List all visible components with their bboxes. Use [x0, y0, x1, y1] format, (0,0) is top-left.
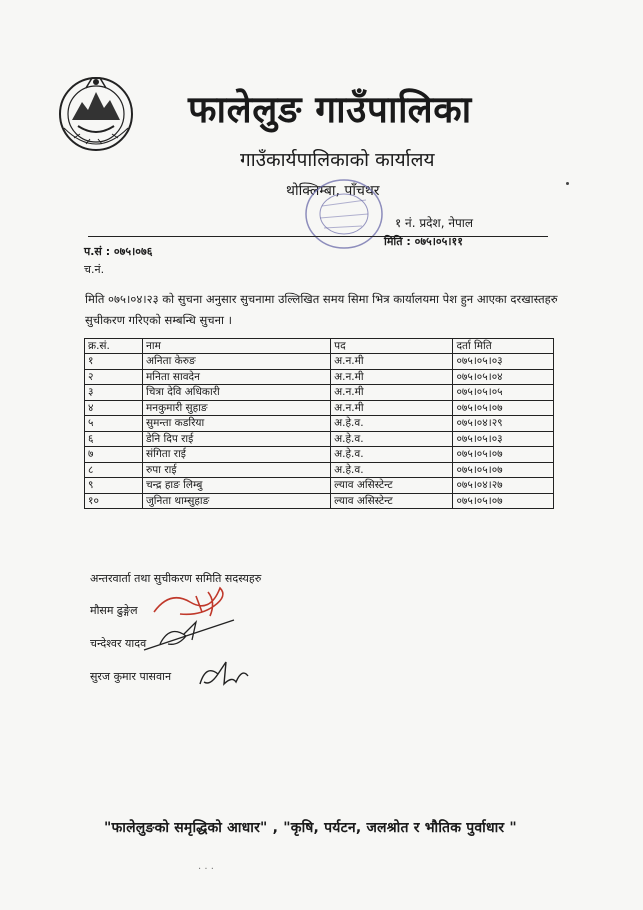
reference-number: प.सं : ०७५।०७६ [84, 245, 153, 258]
cell-date: ०७५।०५।०७ [453, 447, 554, 463]
cell-post: अ.न.मी [331, 385, 453, 401]
cell-serial: ६ [85, 431, 143, 447]
footer-slogan: "फालेलुङको समृद्धिको आधार" , "कृषि, पर्यटन, जलश्रोत र भौतिक पुर्वाधार " [104, 820, 517, 836]
notice-intro: मिति ०७५।०४।२३ को सुचना अनुसार सुचनामा उल्लिखित समय सिमा भित्र कार्यालयमा पेश हुन आएका दरखास्तहरु सुचीकरण गरिएको सम्बन्धि सुचना । [85, 292, 558, 327]
committee-member: चन्देश्वर यादव [90, 637, 147, 650]
cell-post: ल्याव असिस्टेन्ट [331, 493, 453, 509]
signature-2 [140, 610, 240, 654]
cell-name: डेनि दिप राई [143, 431, 331, 447]
committee-heading: अन्तरवार्ता तथा सुचीकरण समिति सदस्यहरु [90, 572, 262, 585]
cell-serial: २ [85, 369, 143, 385]
office-name: गाउँकार्यपालिकाको कार्यालय [240, 149, 435, 171]
cell-serial: ४ [85, 400, 143, 416]
cell-date: ०७५।०४।२९ [453, 416, 554, 432]
cell-post: ल्याव असिस्टेन्ट [331, 478, 453, 494]
cell-serial: ३ [85, 385, 143, 401]
header-divider [88, 236, 548, 237]
cell-name: जुनिता थाम्सुहाङ [143, 493, 331, 509]
cell-name: मनकुमारी सुहाङ [143, 400, 331, 416]
cell-date: ०७५।०५।०७ [453, 493, 554, 509]
table-row [85, 431, 554, 447]
table-row [85, 400, 554, 416]
cell-date: ०७५।०५।०३ [453, 431, 554, 447]
cell-name: चन्द्र हाङ लिम्बु [143, 478, 331, 494]
column-header-date: दर्ता मिति [453, 339, 554, 354]
cell-post: अ.हे.व. [331, 447, 453, 463]
column-header-name: नाम [143, 339, 331, 354]
cell-name: संगिता राई [143, 447, 331, 463]
table-row [85, 478, 554, 494]
cell-date: ०७५।०५।०७ [453, 462, 554, 478]
cell-name: चित्रा देवि अधिकारी [143, 385, 331, 401]
cell-name: सुमन्ता कडरिया [143, 416, 331, 432]
cell-date: ०७५।०५।०४ [453, 369, 554, 385]
committee-member: सुरज कुमार पासवान [90, 670, 172, 683]
cell-name: अनिता केरुङ [143, 354, 331, 370]
table-row [85, 369, 554, 385]
province: १ नं. प्रदेश, नेपाल [395, 216, 474, 230]
table-row [85, 493, 554, 509]
office-stamp [302, 176, 386, 252]
cell-serial: १ [85, 354, 143, 370]
table-row [85, 416, 554, 432]
speck-mark [566, 182, 569, 185]
table-row [85, 354, 554, 370]
table-header-row [85, 339, 554, 354]
column-header-post: पद [331, 339, 453, 354]
cell-post: अ.न.मी [331, 354, 453, 370]
cell-serial: ८ [85, 462, 143, 478]
cell-serial: ५ [85, 416, 143, 432]
cell-post: अ.हे.व. [331, 462, 453, 478]
applicant-table [84, 338, 554, 509]
cell-post: अ.हे.व. [331, 416, 453, 432]
cell-name: मनिता सावदेन [143, 369, 331, 385]
column-header-serial: क्र.सं. [85, 339, 143, 354]
cell-serial: १० [85, 493, 143, 509]
issue-date: मिति : ०७५।०५।११ [384, 235, 463, 248]
table-row [85, 462, 554, 478]
table-body [85, 354, 554, 509]
cell-serial: ९ [85, 478, 143, 494]
speck-dots: · · · [198, 864, 214, 875]
dispatch-number: च.नं. [84, 263, 105, 276]
cell-date: ०७५।०५।०५ [453, 385, 554, 401]
cell-date: ०७५।०५।०७ [453, 400, 554, 416]
cell-serial: ७ [85, 447, 143, 463]
cell-post: अ.न.मी [331, 369, 453, 385]
cell-date: ०७५।०४।२७ [453, 478, 554, 494]
cell-name: रुपा राई [143, 462, 331, 478]
office-location: थोक्लिम्बा, पाँचथर [286, 183, 380, 199]
cell-date: ०७५।०५।०३ [453, 354, 554, 370]
page-title: फालेलुङ गाउँपालिका [188, 88, 472, 131]
committee-member: मौसम ढुङ्गेल [90, 604, 138, 617]
table-row [85, 447, 554, 463]
table-row [85, 385, 554, 401]
signature-3 [196, 656, 252, 692]
cell-post: अ.न.मी [331, 400, 453, 416]
cell-post: अ.हे.व. [331, 431, 453, 447]
nepal-government-emblem [56, 68, 136, 160]
